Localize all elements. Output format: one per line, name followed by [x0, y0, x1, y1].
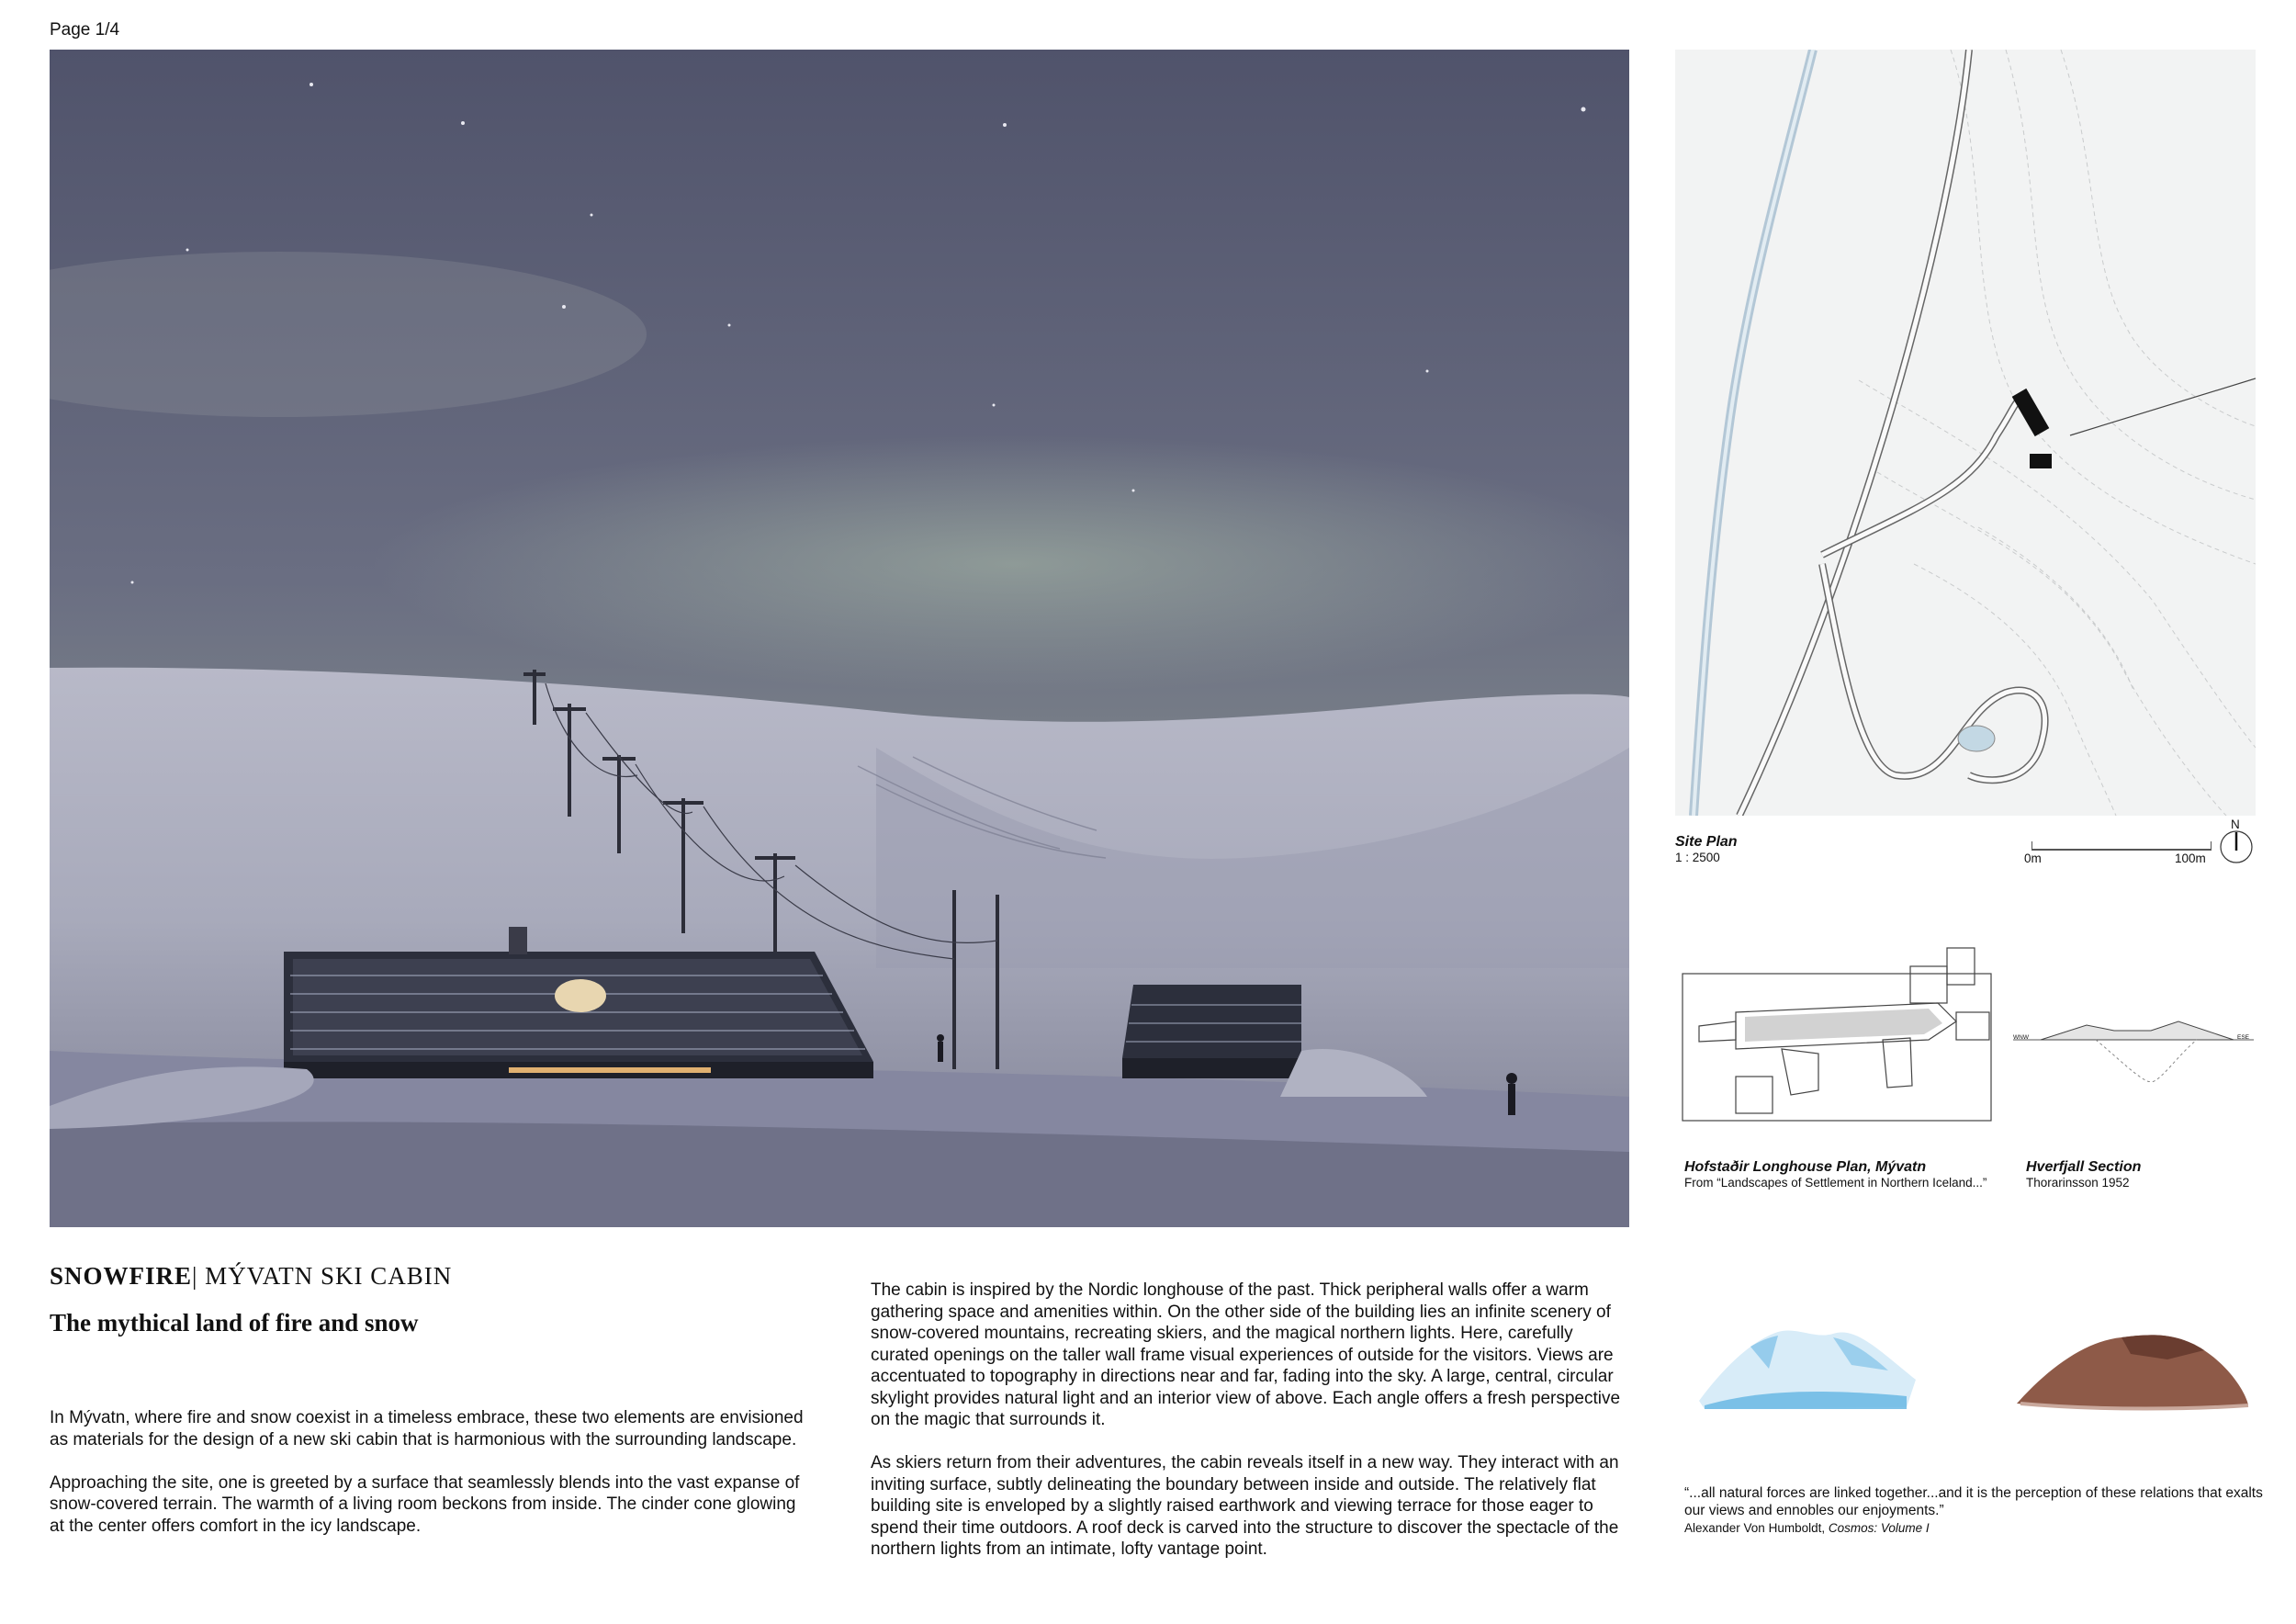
scale-bar [2032, 849, 2212, 851]
north-arrow-icon [2218, 818, 2255, 863]
quote-work: Cosmos: Volume I [1828, 1521, 1930, 1535]
quote-text: “...all natural forces are linked together...and it is the perception of these relations that exalts our views and ennobles our enjoyments.” [1684, 1485, 2263, 1518]
hverfjall-section-drawing [2013, 1009, 2254, 1082]
paragraph: As skiers return from their adventures, the cabin reveals itself in a new way. They interact with an inviting surface, subtly delineating the boundary between inside and outside. The relatively flat building site is enveloped by a slightly raised earthwork and viewing terrace for those eager to spend their time outdoors. A roof deck is carved into the structure to discover the spectacle of the northern lights from an intimate, lofty vantage point. [871, 1453, 1619, 1559]
paragraph: The cabin is inspired by the Nordic longhouse of the past. Thick peripheral walls offer a warm gathering space and amenities within. On the other side of the building lies an infinite scenery of snow-covered mountains, recreating skiers, and the magical northern lights. Here, carefully curated openings on the taller wall frame visual experiences of outside for the visitors. Views are accentuated to topography in directions near and far, fading into the sky. A large, central, circular skylight provides natural light and an interior view of above. Each angle offers a fresh perspective on the magic that surrounds it. [871, 1280, 1621, 1429]
snow-mountain-sketch [1695, 1314, 1919, 1415]
scale-bar-tick [2211, 841, 2212, 851]
text-column-1 [50, 1407, 812, 1559]
project-title-bold: SNOWFIRE [50, 1262, 193, 1290]
section-label-right: ESE [2237, 1034, 2250, 1041]
project-title [50, 1262, 452, 1291]
site-plan-drawing [1675, 50, 2256, 816]
section-source: Thorarinsson 1952 [2026, 1176, 2130, 1190]
scale-bar-end: 100m [2175, 851, 2206, 865]
section-label-left: WNW [2013, 1034, 2029, 1041]
longhouse-title: Hofstaðir Longhouse Plan, Mývatn [1684, 1159, 1927, 1175]
section-title: Hverfjall Section [2026, 1159, 2142, 1175]
paragraph: Approaching the site, one is greeted by a surface that seamlessly blends into the vast expanse of snow-covered terrain. The warmth of a living room beckons from inside. The cinder cone glowing at the center offers comfort in the icy landscape. [50, 1472, 800, 1536]
longhouse-plan-drawing [1681, 939, 1993, 1122]
scale-bar-start: 0m [2024, 851, 2042, 865]
north-label: N [2231, 818, 2240, 831]
longhouse-source: From “Landscapes of Settlement in Northern Iceland...” [1684, 1176, 1987, 1190]
paragraph: In Mývatn, where fire and snow coexist in a timeless embrace, these two elements are envisioned as materials for the design of a new ski cabin that is harmonious with the surrounding landscape. [50, 1408, 804, 1449]
quote-author: Alexander Von Humboldt, [1684, 1521, 1826, 1535]
project-subtitle: The mythical land of fire and snow [50, 1309, 419, 1336]
quote-attribution [1684, 1519, 2263, 1537]
project-title-rest: | MÝVATN SKI CABIN [192, 1262, 453, 1290]
page-number: Page 1/4 [50, 20, 120, 39]
hero-render-image [50, 50, 1629, 1227]
site-plan-title: Site Plan [1675, 834, 1738, 850]
hero-render [50, 50, 1629, 1227]
text-column-2 [871, 1280, 1629, 1582]
cinder-cone-sketch [2011, 1323, 2254, 1433]
humboldt-quote [1684, 1484, 2263, 1537]
site-plan-scale: 1 : 2500 [1675, 851, 1720, 864]
